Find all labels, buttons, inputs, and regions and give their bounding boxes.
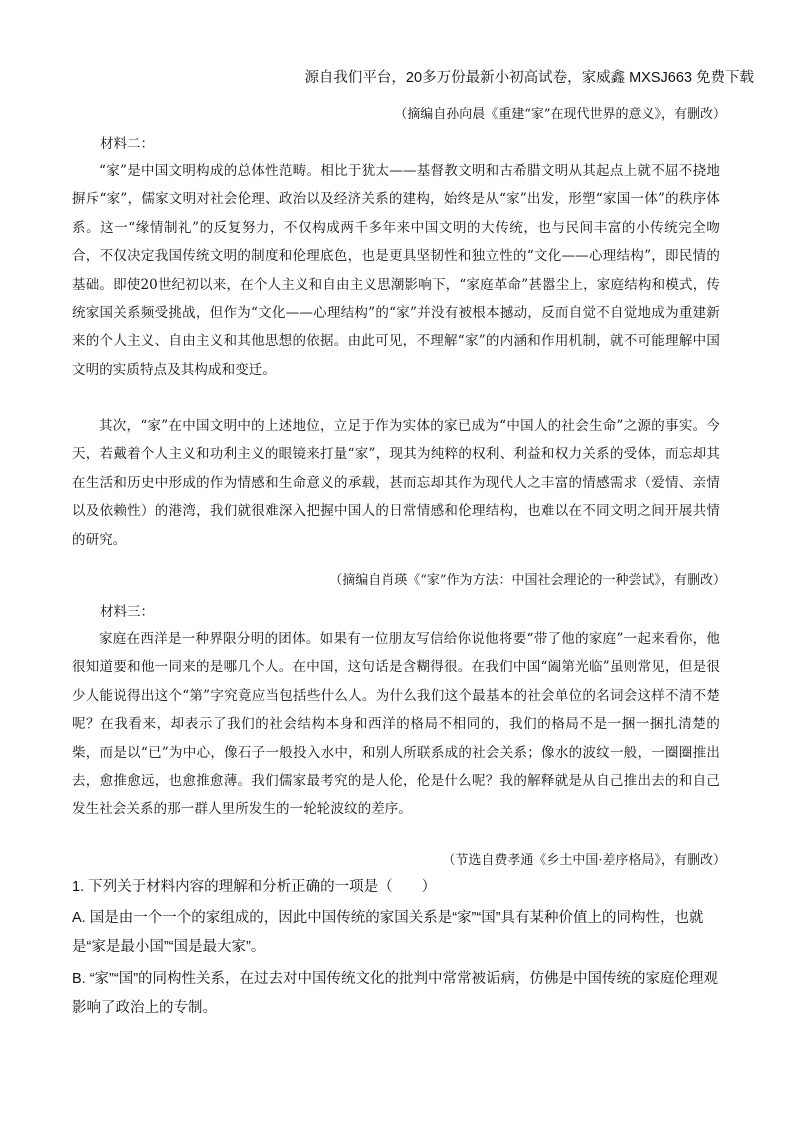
question-1-stem: 1. 下列关于材料内容的理解和分析正确的一项是（ ） — [72, 879, 437, 895]
page-header: 源自我们平台，20多万份最新小初高试卷，家威鑫 MXSJ663 免费下载 — [304, 70, 754, 86]
material-3-label: 材料三： — [100, 604, 154, 620]
source-citation-2: （摘编自肖瑛《“家”作为方法：中国社会理论的一种尝试》，有删改） — [329, 573, 726, 588]
source-citation-1: （摘编自孙向晨《重建“家”在现代世界的意义》，有删改） — [394, 107, 726, 122]
material-2-paragraph-2: 其次，“家”在中国文明中的上述地位，立足于作为实体的家已成为“中国人的社会生命”之源的事实。今天，若戴着个人主义和功利主义的眼镜来打量“家”，现其为纯粹的权利、利益和权力关系的受体，而忘却其在生活和历史中形成的作为情感和生命意义的承载，甚而忘却其作为现代人之丰富的情感需求（爱情、亲情以及依赖性）的港湾，我们就很难深入把握中国人的日常情感和伦理结构，也难以在不同文明之间开展共情的研究。 — [72, 418, 720, 548]
material-3-paragraph-1: 家庭在西洋是一种界限分明的团体。如果有一位朋友写信给你说他将要“带了他的家庭”一起来看你，他很知道要和他一同来的是哪几个人。在中国，这句话是含糊得很。在我们中国“阖第光临”虽则常见，但是很少人能说得出这个“第”字究竟应当包括些什么人。为什么我们这个最基本的社会单位的名词会这样不清不楚呢？在我看来，却表示了我们的社会结构本身和西洋的格局不相同的，我们的格局不是一捆一捆扎清楚的柴，而是以“已”为中心，像石子一般投入水中，和别人所联系成的社会关系；像水的波纹一般，一圈圈推出去，愈推愈远，也愈推愈薄。我们儒家最考究的是人伦，伦是什么呢？我的解释就是从自己推出去的和自己发生社会关系的那一群人里所发生的一轮轮波纹的差序。 — [72, 631, 720, 818]
question-1-option-b[interactable]: B. “家”“国”的同构性关系，在过去对中国传统文化的批判中常常被诟病，仿佛是中国传统的家庭伦理观影响了政治上的专制。 — [72, 971, 719, 1016]
material-2-label: 材料二： — [100, 136, 154, 152]
question-1-option-a[interactable]: A. 国是由一个一个的家组成的，因此中国传统的家国关系是“家”“国”具有某种价值上的同构性，也就是“家是最小国”“国是最大家”。 — [72, 910, 704, 955]
source-citation-3: （节选自费孝通《乡土中国·差序格局》，有删改） — [442, 853, 726, 868]
material-2-paragraph-1: “家”是中国文明构成的总体性范畴。相比于犹太——基督教文明和古希腊文明从其起点上就不屈不挠地摒斥“家”，儒家文明对社会伦理、政治以及经济关系的建构，始终是从“家”出发，形塑“家国一体”的秩序体系。这一“缘情制礼”的反复努力，不仅构成两千多年来中国文明的大传统，也与民间丰富的小传统完全吻合，不仅决定我国传统文明的制度和伦理底色，也是更具坚韧性和独立性的“文化——心理结构”，即民情的基础。即使20世纪初以来，在个人主义和自由主义思潮影响下，“家庭革命”甚嚣尘上，家庭结构和模式，传统家国关系频受挑战，但作为“文化——心理结构”的“家”并没有被根本撼动，反而自觉不自觉地成为重建新来的个人主义、自由主义和其他思想的依据。由此可见，不理解“家”的内涵和作用机制，就不可能理解中国文明的实质特点及其构成和变迁。 — [72, 163, 720, 378]
